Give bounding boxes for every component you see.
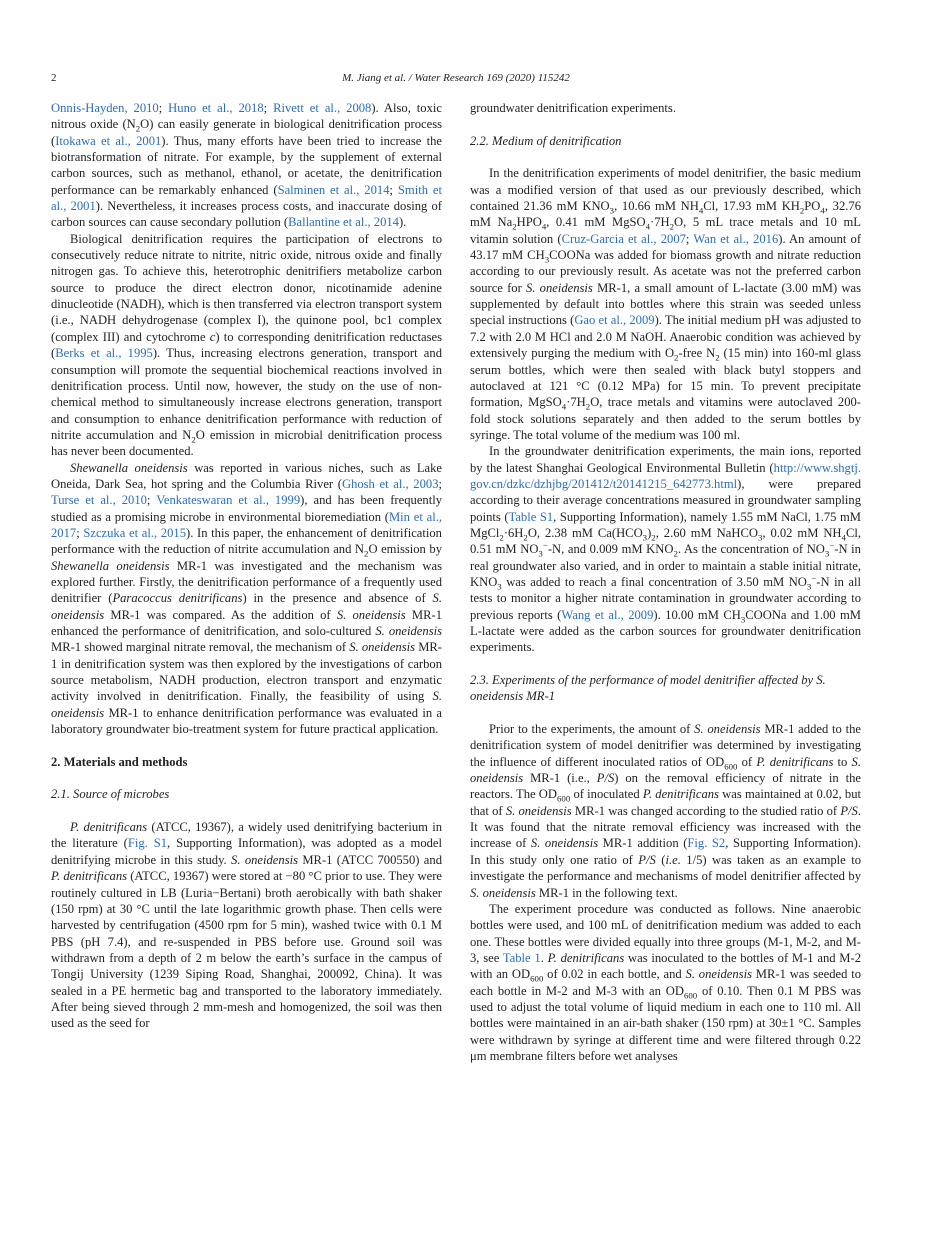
ref-link[interactable]: Min et al., 2017 <box>51 509 442 540</box>
ref-link[interactable]: Wang et al., 2009 <box>561 607 654 622</box>
paragraph-procedure: The experiment procedure was conducted as follows. Nine anaerobic bottles were used, and 100 mL of denitrification medium was added to each one. These bottles were divided equally into three groups (M-1, M-2, and M-3, see Table 1. P. denitrificans was inoculated to the bottles of M-1 and M-2 with an $OD_{600}$ of 0.02 in each bottle, and S. oneidensis MR-1 was seeded to each bottle in M-2 and M-3 with an $OD_{600}$ of 0.10. Then 0.1 M PBS was used to adjust the total volume of liquid medium in each one to 110 ml. All bottles were maintained in an air-bath shaker (150 rpm) at 30±1 °C. Samples were withdrawn by syringe at different time and were filtered through 0.22 μm membrane filters before wet analyses <box>470 901 862 1063</box>
ref-link[interactable]: Itokawa et al., 2001 <box>55 133 162 148</box>
journal-citation: M. Jiang et al. / Water Research 169 (2020) 115242 <box>342 72 570 84</box>
bulletin-url-link[interactable]: http://www.shgtj.gov.cn/dzkc/dzhjbg/201412/t20141215_642773.html <box>470 460 861 491</box>
paragraph-source-of-microbes: P. denitrificans (ATCC, 19367), a widely used denitrifying bacterium in the literature (Fig. S1, Supporting Information), was adopted as a model denitrifying microbe in this study. S. oneidensis MR-1 (ATCC 700550) and P. denitrificans (ATCC, 19367) were stored at −80 °C prior to use. They were routinely cultured in LB (Luria−Bertani) broth aerobically with bath shaker (150 rpm) at 30 °C until the late logarithmic growth phase. Then cells were harvested by centrifugation (4500 rpm for 5 min), washed twice with 0.1 M PBS (pH 7.4), and re-suspended in PBS before use. Ground soil was withdrawn from a depth of 2 m below the earth’s surface in the campus of Tongij University (1239 Siping Road, Shanghai, 200092, China). It was sealed in a PE hermetic bag and transported to the laboratory immediately. After being sieved through 2 mm-mesh and homogenized, the soil was then used as the seed for <box>51 820 443 1031</box>
paragraph-intro-continued: Onnis-Hayden, 2010; Huno et al., 2018; Rivett et al., 2008). Also, toxic nitrous oxide $(N_2O)$ can easily generate in biological denitrification process (Itokawa et al., 2001). Thus, many efforts have been tried to increase the biotransformation of nitrate. For example, by the supplement of external carbon sources, such as methanol, ethanol, or acetate, the denitrification performance can be remarkably enhanced (Salminen et al., 2014; Smith et al., 2001). Nevertheless, it increases process costs, and inaccurate dosing of carbon sources can cause secondary pollution (Ballantine et al., 2014). <box>51 101 443 230</box>
paragraph-continued: groundwater denitrification experiments. <box>470 101 676 115</box>
ref-link[interactable]: Rivett et al., 2008 <box>273 101 372 115</box>
paragraph-shewanella: Shewanella oneidensis was reported in various niches, such as Lake Oneida, Dark Sea, hot spring and the Columbia River (Ghosh et al., 2003; Turse et al., 2010; Venkateswaran et al., 1999), and has been frequently studied as a promising microbe in environmental bioremediation (Min et al., 2017; Szczuka et al., 2015). In this paper, the enhancement of denitrification performance with the reduction of nitrite accumulation and $N_2O$ emission by Shewanella oneidensis MR-1 was investigated and the mechanism was explored further. Firstly, the denitrification performance of a frequently used denitrifier (Paracoccus denitrificans) in the presence and absence of S. oneidensis MR-1 was compared. As the addition of S. oneidensis MR-1 enhanced the performance of denitrification, and solo-cultured S. oneidensis MR-1 showed marginal nitrate removal, the mechanism of S. oneidensis MR-1 in denitrification system was then explored by the investigations of carbon source metabolism, NADH production, electron transport and enzymatic activity involved in denitrification. Finally, the feasibility of using S. oneidensis MR-1 to enhance denitrification performance was evaluated in a laboratory groundwater bio-treatment system for future practical application. <box>51 460 442 737</box>
subsection-heading-experiments: 2.3. Experiments of the performance of model denitrifier affected by S. oneidensis MR-1 <box>470 673 826 704</box>
ref-link[interactable]: Table S1 <box>508 509 554 524</box>
ref-link[interactable]: Wan et al., 2016 <box>693 231 779 246</box>
ref-link[interactable]: Berks et al., 1995 <box>55 346 153 361</box>
ref-link[interactable]: Table 1 <box>502 950 541 965</box>
paragraph-biological-denitrification: Biological denitrification requires the participation of electrons to consecutively reduce nitrate to nitrite, nitric oxide, nitrous oxide and finally nitrogen gas. To achieve this, heterotrophic denitrifiers metabolize carbon source to produce the direct electron donor, nicotinamide adenine dinucleotide (NADH), which is then transferred via electron transport system (i.e., NADH dehydrogenase (complex I), the quinone pool, bc1 complex (complex III) and cytochrome c) to corresponding denitrification reductases (Berks et al., 1995). Thus, increasing electrons generation, transport and consumption will promote the sequential biochemical reactions involved in denitrification process. Until now, however, the study on the use of non-chemical method to simultaneously increase electrons generation, transport and consumption to enhance denitrification performance with reduction of nitrite accumulation and $N_2O$ emission in microbial denitrification process has never been documented. <box>51 231 443 459</box>
ref-link[interactable]: Fig. S2 <box>687 836 726 851</box>
right-column <box>470 100 861 1064</box>
ref-link[interactable]: Huno et al., 2018 <box>168 101 264 115</box>
ref-link[interactable]: Onnis-Hayden, 2010 <box>51 101 159 115</box>
section-heading-materials-methods: 2. Materials and methods <box>51 754 188 769</box>
ref-link[interactable]: Gao et al., 2009 <box>574 313 655 328</box>
running-header <box>51 72 861 88</box>
ref-link[interactable]: Fig. S1 <box>127 836 168 851</box>
page-number: 2 <box>51 72 57 84</box>
ref-link[interactable]: Ghosh et al., 2003 <box>341 476 439 491</box>
left-column <box>51 100 442 1032</box>
ref-link[interactable]: Turse et al., 2010 <box>51 493 147 508</box>
ref-link[interactable]: Szczuka et al., 2015 <box>83 525 186 540</box>
ref-link[interactable]: Ballantine et al., 2014 <box>288 215 399 230</box>
subsection-heading-source-of-microbes: 2.1. Source of microbes <box>51 787 170 802</box>
paragraph-medium: In the denitrification experiments of model denitrifier, the basic medium was a modified version of that used as our previously described, which contained 21.36 mM $KNO_3$, 10.66 mM $NH_4Cl$, 17.93 mM $KH_2PO_4$, 32.76 mM $Na_2HPO_4$, 0.41 mM $MgSO_4\cdot 7H_2O$, 5 mL trace metals and 10 mL vitamin solution (Cruz-Garcia et al., 2007; Wan et al., 2016). An amount of 43.17 mM $CH_3COONa$ was added for biomass growth and nitrate reduction according to our previously result. As acetate was not the preferred carbon source for S. oneidensis MR-1, a small amount of L-lactate (3.00 mM) was supplemented by default into bottles where this strain was seeded unless special instructions (Gao et al., 2009). The initial medium pH was adjusted to 7.2 with 2.0 M HCl and 2.0 M NaOH. Anaerobic condition was achieved by extensively purging the medium with $O_2$-free $N_2$ (15 min) into 160-ml glass serum bottles, which were then sealed with black butyl stoppers and autoclaved at 121 °C (0.12 MPa) for 15 min. To prevent precipitate formation, $MgSO_4\cdot 7H_2O$, trace metals and vitamins were autoclaved 200-fold stock solutions separately and then added to the serum bottles by syringe. The total volume of the medium was 100 ml. <box>470 166 862 442</box>
subsection-heading-medium: 2.2. Medium of denitrification <box>470 133 622 148</box>
ref-link[interactable]: Salminen et al., 2014 <box>277 182 390 197</box>
paragraph-groundwater: In the groundwater denitrification experiments, the main ions, reported by the latest Shanghai Geological Environmental Bulletin (http://www.shgtj.gov.cn/dzkc/dzhjbg/201412/t20141215_642773.html), were prepared according to their average concentrations measured in groundwater sampling points (Table S1, Supporting Information), namely 1.55 mM NaCl, 1.75 mM $MgCl_2\cdot 6H_2O$, 2.38 mM $Ca(HCO_3)_2$, 2.60 mM NaHCO$_3$, 0.02 mM $NH_4Cl$, 0.51 mM $NO_3^--N$, and 0.009 mM $KNO_2$. As the concentration of $NO_3^--N$ in real groundwater also varied, and in order to maintain a stable initial nitrate, $KNO_3$ was added to reach a final concentration of 3.50 mM $NO_3^--N$ in all tests to monitor a higher nitrate contamination in groundwater according to previous reports (Wang et al., 2009). 10.00 mM $CH_3COONa$ and 1.00 mM L-lactate were added as the carbon sources for groundwater denitrification experiments. <box>470 444 861 655</box>
ref-link[interactable]: Cruz-Garcia et al., 2007 <box>561 231 686 246</box>
ref-link[interactable]: Venkateswaran et al., 1999 <box>156 493 301 508</box>
ref-link[interactable]: Smith et al., 2001 <box>51 182 442 214</box>
paragraph-ratio-experiments: Prior to the experiments, the amount of S. oneidensis MR-1 added to the denitrification system of model denitrifier was determined by investigating the influence of different inoculated ratios of $OD_{600}$ of P. denitrificans to S. oneidensis MR-1 (i.e., P/S) on the removal efficiency of nitrate in the reactors. The $OD_{600}$ of inoculated P. denitrificans was maintained at 0.02, but that of S. oneidensis MR-1 was changed according to the studied ratio of P/S. It was found that the nitrate removal efficiency was increased with the increase of S. oneidensis MR-1 addition (Fig. S2, Supporting Information). In this study only one ratio of P/S (i.e. 1/5) was taken as an example to investigate the performance and mechanisms of model denitrifier affected by S. oneidensis MR-1 in the following text. <box>470 722 862 900</box>
